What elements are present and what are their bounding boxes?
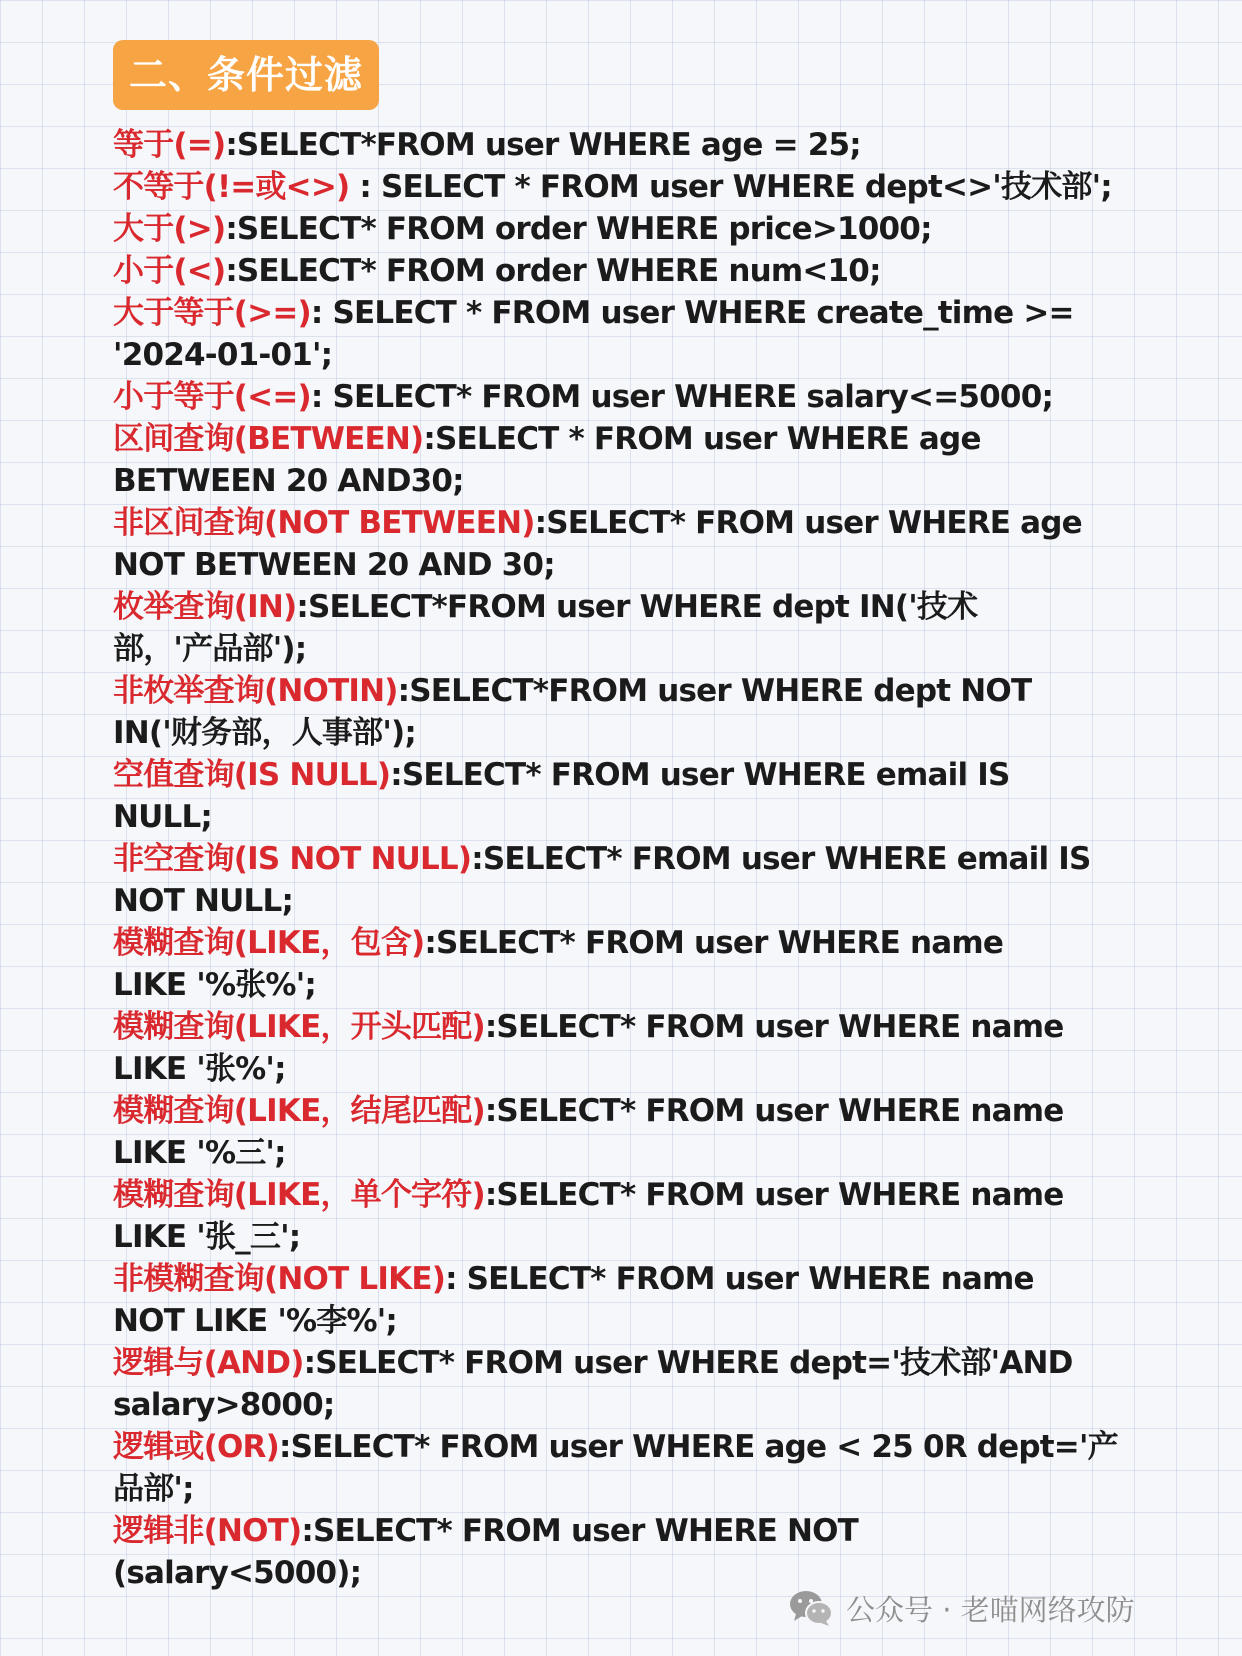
line-is-not-null xyxy=(113,838,1138,880)
line-less-equal xyxy=(113,376,1138,418)
line-or xyxy=(113,1426,1138,1468)
line-greater-equal-cont xyxy=(113,334,1138,376)
line-like-contains xyxy=(113,922,1138,964)
line-label: 小于(<) xyxy=(113,253,226,289)
line-not-like-cont xyxy=(113,1300,1138,1342)
line-like-single-char-cont xyxy=(113,1216,1138,1258)
line-sql: :SELECT* FROM user WHERE email IS xyxy=(471,841,1091,877)
line-sql: :SELECT* FROM order WHERE num<10; xyxy=(225,253,881,289)
watermark xyxy=(788,1585,1135,1631)
line-like-single-char xyxy=(113,1174,1138,1216)
line-sql: LIKE '张_三'; xyxy=(113,1219,301,1255)
line-like-suffix xyxy=(113,1090,1138,1132)
line-or-cont xyxy=(113,1468,1138,1510)
line-sql: :SELECT* FROM user WHERE name xyxy=(484,1009,1064,1045)
line-greater-equal xyxy=(113,292,1138,334)
line-label: 空值查询(IS NULL) xyxy=(113,757,391,793)
line-sql: : SELECT * FROM user WHERE dept<>'技术部'; xyxy=(349,169,1112,205)
line-sql: : SELECT* FROM user WHERE name xyxy=(445,1261,1034,1297)
line-label: 枚举查询(IN) xyxy=(113,589,297,625)
line-not xyxy=(113,1510,1138,1552)
line-equal xyxy=(113,124,1138,166)
line-in xyxy=(113,586,1138,628)
line-is-not-null-cont xyxy=(113,880,1138,922)
line-is-null-cont xyxy=(113,796,1138,838)
line-sql: NULL; xyxy=(113,799,213,835)
line-sql: :SELECT* FROM user WHERE name xyxy=(484,1093,1064,1129)
line-less xyxy=(113,250,1138,292)
line-sql: salary>8000; xyxy=(113,1387,335,1423)
line-sql: NOT BETWEEN 20 AND 30; xyxy=(113,547,555,583)
line-not-in-cont xyxy=(113,712,1138,754)
wechat-icon xyxy=(788,1588,834,1628)
line-like-prefix-cont xyxy=(113,1048,1138,1090)
line-not-like xyxy=(113,1258,1138,1300)
line-sql: NOT NULL; xyxy=(113,883,294,919)
line-is-null xyxy=(113,754,1138,796)
line-sql: LIKE '张%'; xyxy=(113,1051,286,1087)
line-label: 非空查询(IS NOT NULL) xyxy=(113,841,472,877)
line-label: 逻辑非(NOT) xyxy=(113,1513,302,1549)
line-sql: NOT LIKE '%李%'; xyxy=(113,1303,398,1339)
line-sql: :SELECT*FROM user WHERE age = 25; xyxy=(225,127,861,163)
line-like-suffix-cont xyxy=(113,1132,1138,1174)
line-label: 模糊查询(LIKE，结尾匹配) xyxy=(113,1093,485,1129)
line-like-contains-cont xyxy=(113,964,1138,1006)
line-between-cont xyxy=(113,460,1138,502)
line-sql: IN('财务部，人事部'); xyxy=(113,715,416,751)
line-not-between-cont xyxy=(113,544,1138,586)
line-label: 非模糊查询(NOT LIKE) xyxy=(113,1261,446,1297)
line-label: 小于等于(<=) xyxy=(113,379,311,415)
line-label: 等于(=) xyxy=(113,127,226,163)
line-sql: (salary<5000); xyxy=(113,1555,362,1591)
line-label: 非区间查询(NOT BETWEEN) xyxy=(113,505,535,541)
section-title-badge xyxy=(113,40,379,110)
line-sql: : SELECT * FROM user WHERE create_time >= xyxy=(310,295,1074,331)
line-greater xyxy=(113,208,1138,250)
line-label: 区间查询(BETWEEN) xyxy=(113,421,424,457)
section-title: 二、条件过滤 xyxy=(129,53,364,97)
line-sql: '2024-01-01'; xyxy=(113,337,333,373)
line-sql: BETWEEN 20 AND30; xyxy=(113,463,464,499)
line-not-between xyxy=(113,502,1138,544)
line-sql: : SELECT* FROM user WHERE salary<=5000; xyxy=(310,379,1054,415)
line-label: 非枚举查询(NOTIN) xyxy=(113,673,398,709)
line-not-equal xyxy=(113,166,1138,208)
line-label: 模糊查询(LIKE，包含) xyxy=(113,925,425,961)
line-sql: :SELECT* FROM user WHERE email IS xyxy=(390,757,1010,793)
line-not-in xyxy=(113,670,1138,712)
line-and xyxy=(113,1342,1138,1384)
line-sql: :SELECT* FROM user WHERE NOT xyxy=(301,1513,858,1549)
line-sql: 品部'; xyxy=(113,1471,194,1507)
line-sql: 部，'产品部'); xyxy=(113,631,307,667)
line-in-cont xyxy=(113,628,1138,670)
line-label: 大于(>) xyxy=(113,211,226,247)
line-sql: :SELECT* FROM user WHERE name xyxy=(424,925,1004,961)
line-sql: :SELECT* FROM user WHERE age xyxy=(534,505,1082,541)
line-sql: :SELECT* FROM user WHERE dept='技术部'AND xyxy=(303,1345,1073,1381)
line-label: 逻辑或(OR) xyxy=(113,1429,279,1465)
condition-filter-list xyxy=(113,124,1138,1594)
line-label: 模糊查询(LIKE，单个字符) xyxy=(113,1177,485,1213)
line-sql: :SELECT*FROM user WHERE dept IN('技术 xyxy=(296,589,978,625)
line-sql: :SELECT * FROM user WHERE age xyxy=(423,421,981,457)
line-sql: :SELECT* FROM user WHERE age < 25 0R dept='产 xyxy=(278,1429,1118,1465)
line-and-cont xyxy=(113,1384,1138,1426)
line-like-prefix xyxy=(113,1006,1138,1048)
line-label: 逻辑与(AND) xyxy=(113,1345,304,1381)
line-sql: :SELECT* FROM user WHERE name xyxy=(484,1177,1064,1213)
line-sql: LIKE '%三'; xyxy=(113,1135,286,1171)
line-sql: :SELECT* FROM order WHERE price>1000; xyxy=(225,211,932,247)
line-between xyxy=(113,418,1138,460)
watermark-text: 公众号 · 老喵网络攻防 xyxy=(846,1592,1135,1627)
line-label: 大于等于(>=) xyxy=(113,295,311,331)
line-label: 模糊查询(LIKE，开头匹配) xyxy=(113,1009,485,1045)
line-label: 不等于(!=或<>) xyxy=(113,169,350,205)
line-sql: LIKE '%张%'; xyxy=(113,967,316,1003)
line-sql: :SELECT*FROM user WHERE dept NOT xyxy=(397,673,1032,709)
